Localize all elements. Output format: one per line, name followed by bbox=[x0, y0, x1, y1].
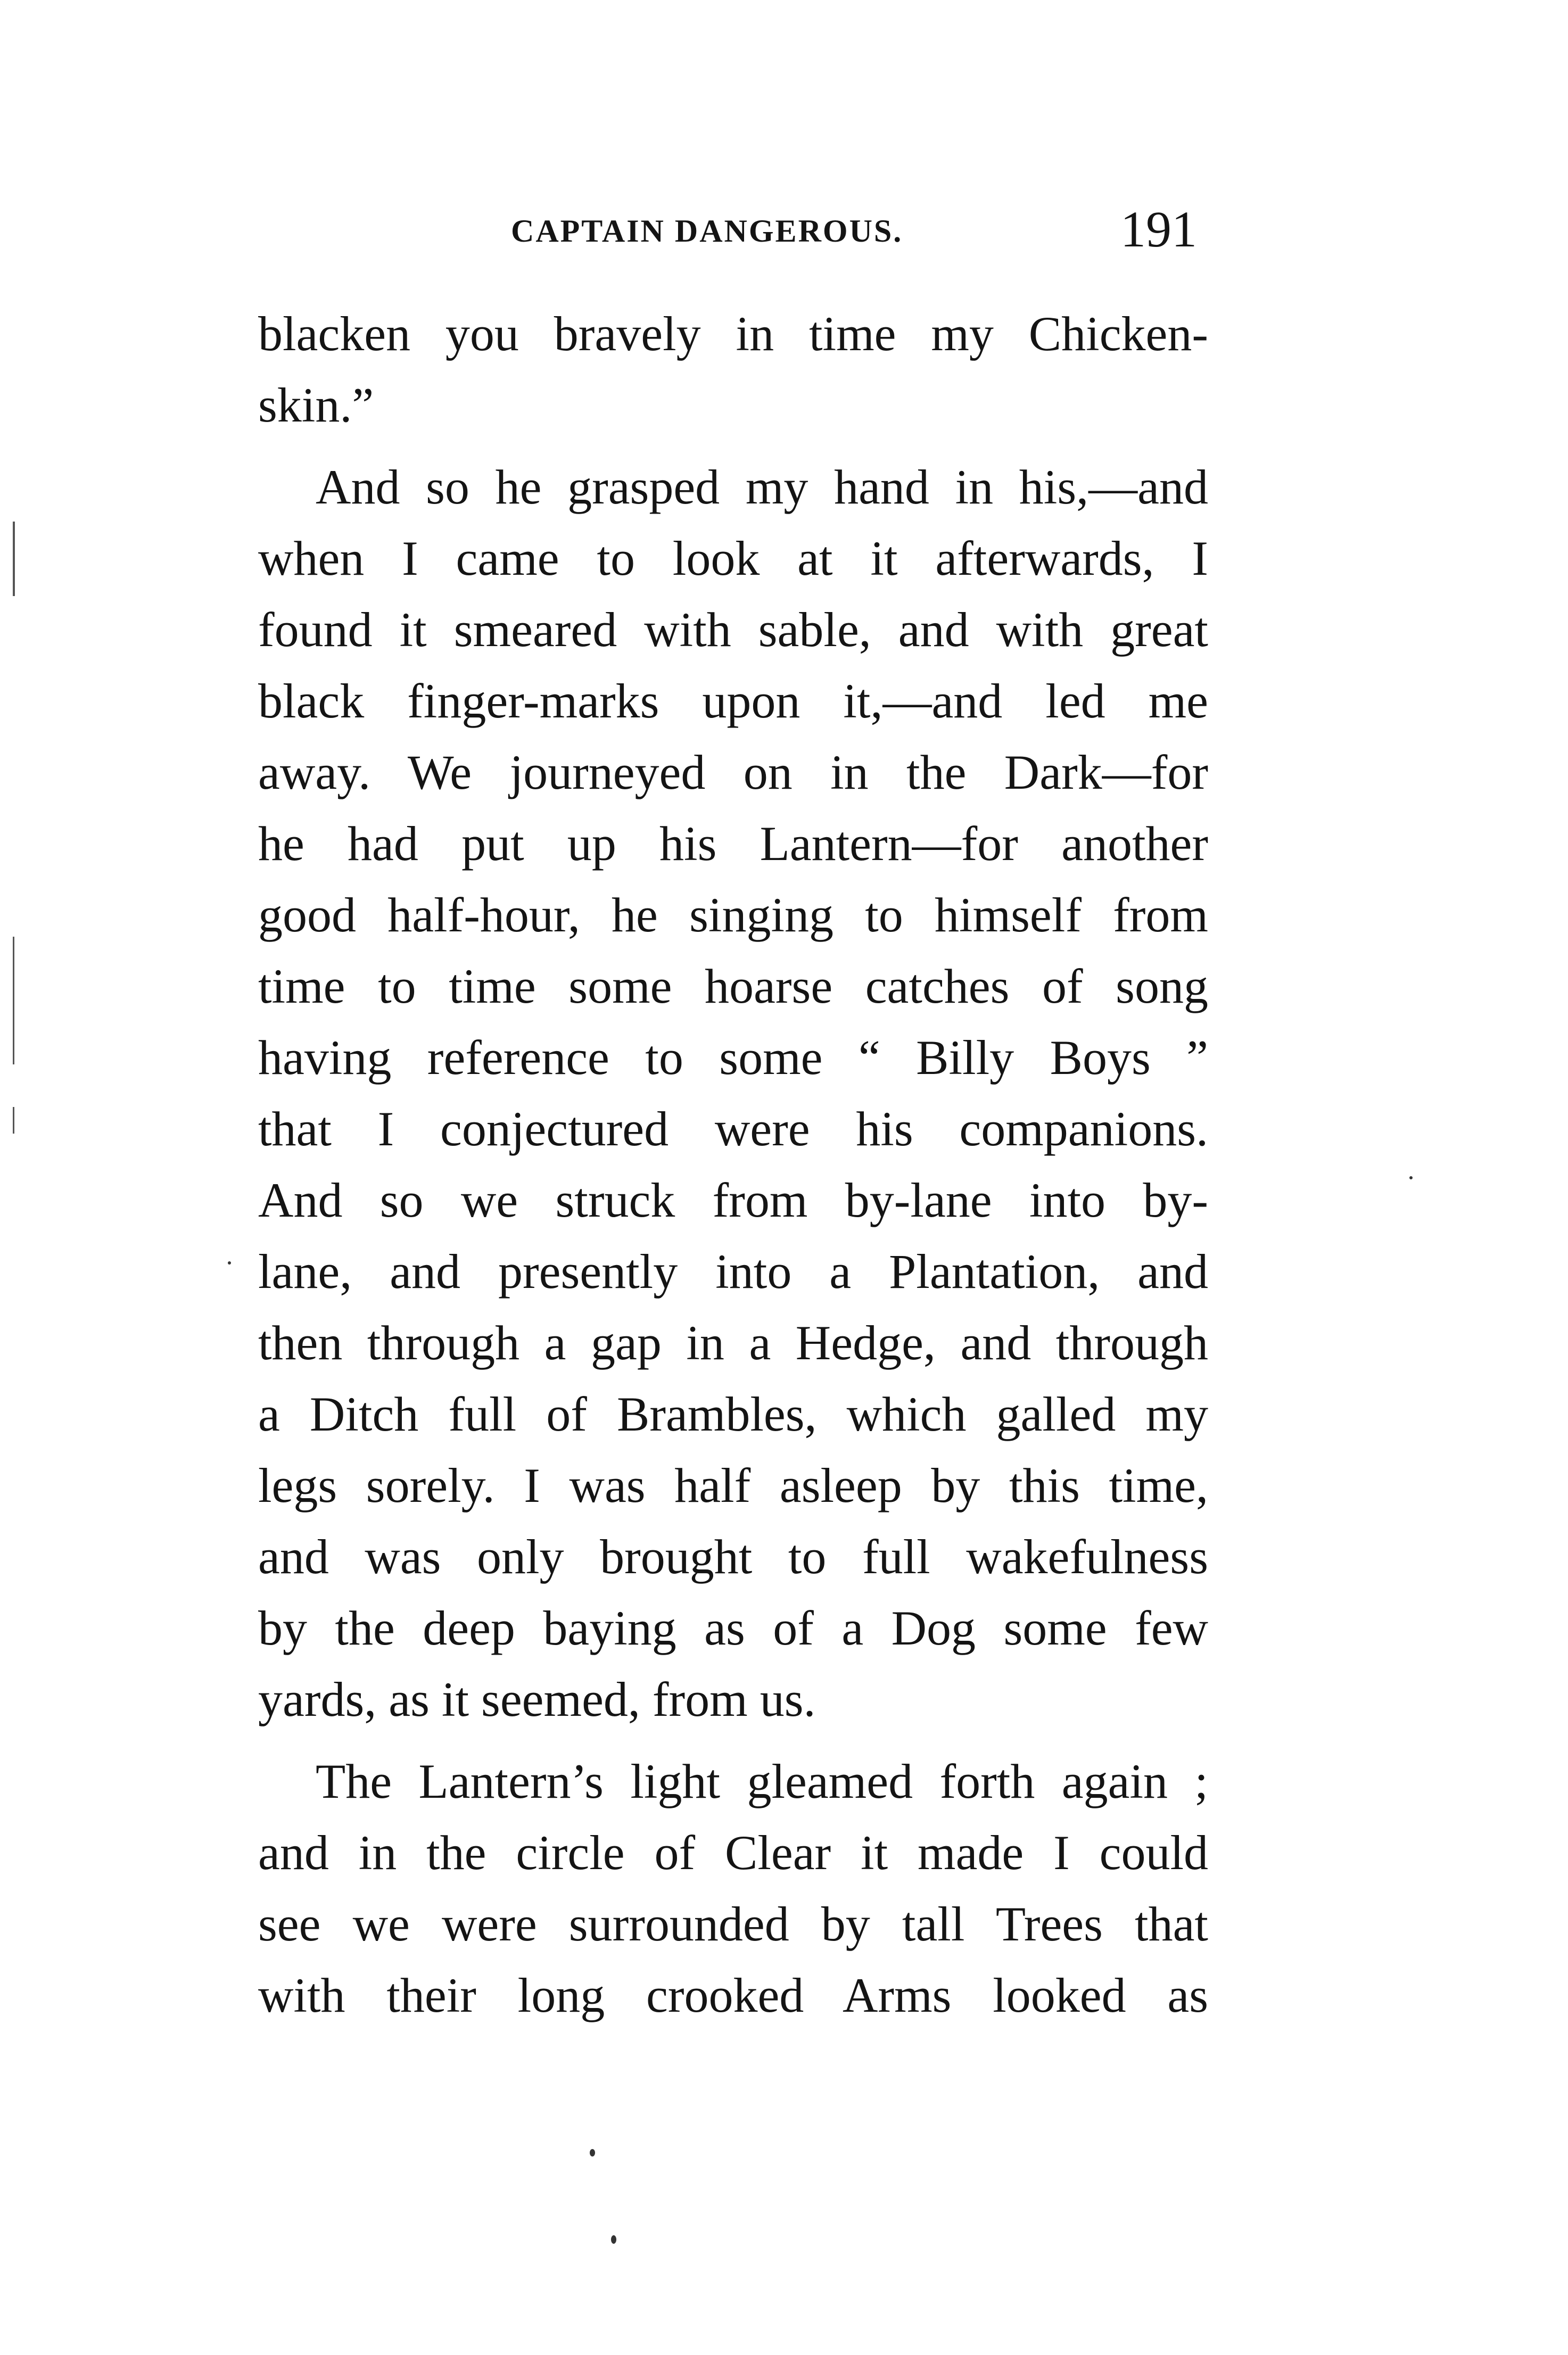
text-line: And so we struck from by-lane into by- bbox=[258, 1173, 1208, 1227]
text-line: legs sorely. I was half asleep by this time, bbox=[258, 1458, 1208, 1513]
text-line: skin.” bbox=[258, 378, 374, 432]
text-line: lane, and presently into a Plantation, and bbox=[258, 1244, 1208, 1299]
body-text bbox=[258, 298, 1208, 2031]
text-line: that I conjectured were his companions. bbox=[258, 1102, 1208, 1156]
text-line: black finger-marks upon it,—and led me bbox=[258, 674, 1208, 728]
scan-speck bbox=[611, 2235, 616, 2244]
scan-mark bbox=[13, 1107, 14, 1134]
scan-mark bbox=[13, 522, 15, 596]
text-line: he had put up his Lantern—for another bbox=[258, 816, 1208, 871]
text-line: The Lantern’s light gleamed forth again ; bbox=[316, 1754, 1208, 1808]
text-line: time to time some hoarse catches of song bbox=[258, 959, 1208, 1013]
scan-speck bbox=[590, 2149, 595, 2156]
scan-speck bbox=[1409, 1176, 1413, 1179]
text-line: good half-hour, he singing to himself from bbox=[258, 888, 1208, 942]
text-line: and was only brought to full wakefulness bbox=[258, 1530, 1208, 1584]
text-line: And so he grasped my hand in his,—and bbox=[316, 460, 1208, 514]
page-number: 191 bbox=[1120, 201, 1197, 258]
scan-mark bbox=[13, 937, 14, 1064]
text-line: when I came to look at it afterwards, I bbox=[258, 531, 1208, 585]
running-head-title: CAPTAIN DANGEROUS. bbox=[511, 213, 903, 249]
text-line: having reference to some “ Billy Boys ” bbox=[258, 1030, 1208, 1085]
text-line: see we were surrounded by tall Trees that bbox=[258, 1897, 1208, 1951]
text-line: found it smeared with sable, and with great bbox=[258, 602, 1208, 657]
text-line: yards, as it seemed, from us. bbox=[258, 1672, 816, 1726]
text-line: with their long crooked Arms looked as bbox=[258, 1968, 1208, 2022]
text-line: by the deep baying as of a Dog some few bbox=[258, 1601, 1208, 1655]
scan-speck bbox=[228, 1261, 231, 1265]
text-line: blacken you bravely in time my Chicken- bbox=[258, 307, 1208, 361]
text-line: away. We journeyed on in the Dark—for bbox=[258, 745, 1208, 799]
text-line: then through a gap in a Hedge, and through bbox=[258, 1316, 1208, 1370]
text-line: a Ditch full of Brambles, which galled my bbox=[258, 1387, 1208, 1441]
text-line: and in the circle of Clear it made I could bbox=[258, 1825, 1208, 1880]
